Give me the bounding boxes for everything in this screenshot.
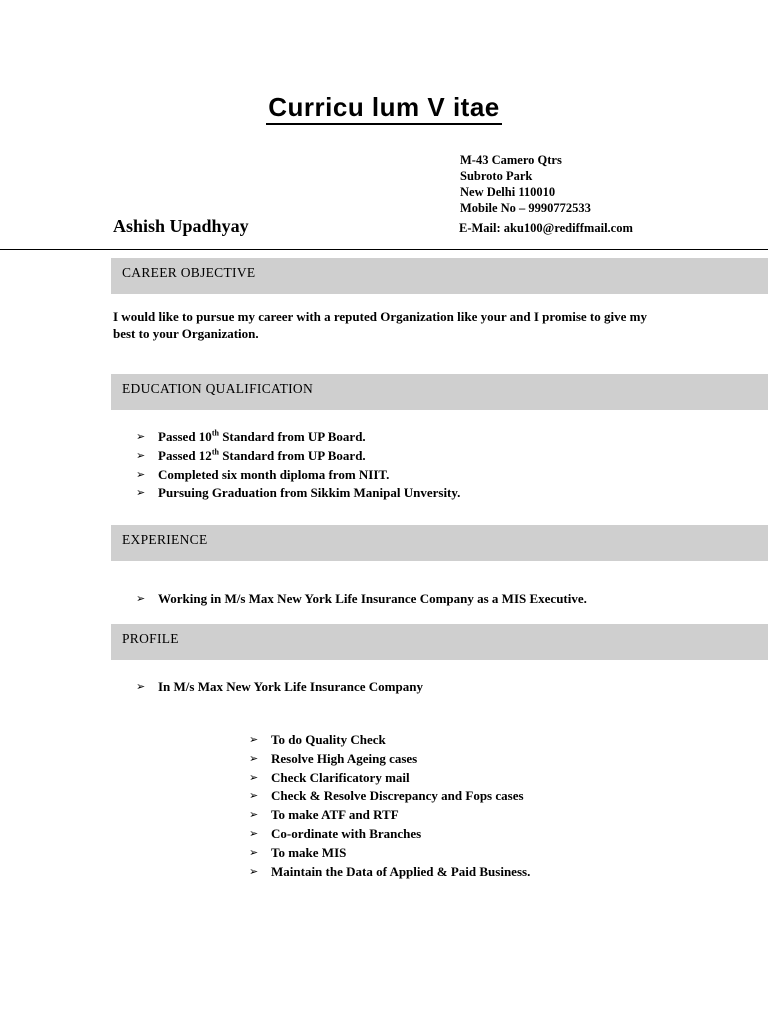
profile-company-list [134,678,423,697]
arrow-bullet-icon: ➢ [249,826,259,840]
education-list [134,428,460,503]
arrow-bullet-icon: ➢ [136,430,146,443]
list-item: ➢ Co-ordinate with Branches [247,825,530,844]
profile-duties-list [247,731,530,881]
list-item: ➢ In M/s Max New York Life Insurance Company [134,678,423,697]
list-item: ➢ Completed six month diploma from NIIT. [134,466,460,485]
arrow-bullet-icon: ➢ [249,733,259,746]
arrow-bullet-icon: ➢ [249,864,259,878]
section-heading: CAREER OBJECTIVE [122,265,256,280]
arrow-bullet-icon: ➢ [136,467,146,481]
section-band-career-objective [111,258,768,294]
section-band-experience [111,525,768,561]
arrow-bullet-icon: ➢ [136,592,146,605]
list-item: ➢ Check & Resolve Discrepancy and Fops cases [247,787,530,806]
list-item: ➢ Passed 10th Standard from UP Board. [134,428,460,447]
career-objective-text: I would like to pursue my career with a reputed Organization like your and I promise to give my best to your Organization. [113,309,647,341]
arrow-bullet-icon: ➢ [249,808,259,822]
list-item: ➢ To make ATF and RTF [247,806,530,825]
arrow-bullet-icon: ➢ [249,845,259,859]
list-item: ➢ Passed 12th Standard from UP Board. [134,447,460,466]
list-item: ➢ Pursuing Graduation from Sikkim Manipal Unversity. [134,484,460,503]
header-divider [0,249,768,250]
section-heading: EXPERIENCE [122,532,208,547]
arrow-bullet-icon: ➢ [249,770,259,784]
list-item: ➢ Check Clarificatory mail [247,769,530,788]
section-band-profile [111,624,768,660]
address-line-3: New Delhi 110010 [460,185,556,199]
list-item: ➢ To do Quality Check [247,731,530,750]
list-item: ➢ To make MIS [247,844,530,863]
candidate-name: Ashish Upadhyay [113,216,249,236]
arrow-bullet-icon: ➢ [249,789,259,803]
arrow-bullet-icon: ➢ [136,680,146,693]
list-item: ➢ Working in M/s Max New York Life Insurance Company as a MIS Executive. [134,590,587,609]
list-item: ➢ Resolve High Ageing cases [247,750,530,769]
arrow-bullet-icon: ➢ [136,486,146,500]
address-line-2: Subroto Park [460,169,533,183]
contact-block [460,152,591,216]
section-heading: PROFILE [122,631,179,646]
arrow-bullet-icon: ➢ [249,751,259,765]
email-address: E-Mail: aku100@rediffmail.com [459,221,633,235]
mobile-number: Mobile No – 9990772533 [460,201,591,215]
section-heading: EDUCATION QUALIFICATION [122,381,314,396]
arrow-bullet-icon: ➢ [136,448,146,462]
experience-list [134,590,587,609]
section-band-education [111,374,768,410]
address-line-1: M-43 Camero Qtrs [460,153,562,167]
document-title: Curricu lum V itae [0,92,768,123]
list-item: ➢ Maintain the Data of Applied & Paid Business. [247,863,530,882]
